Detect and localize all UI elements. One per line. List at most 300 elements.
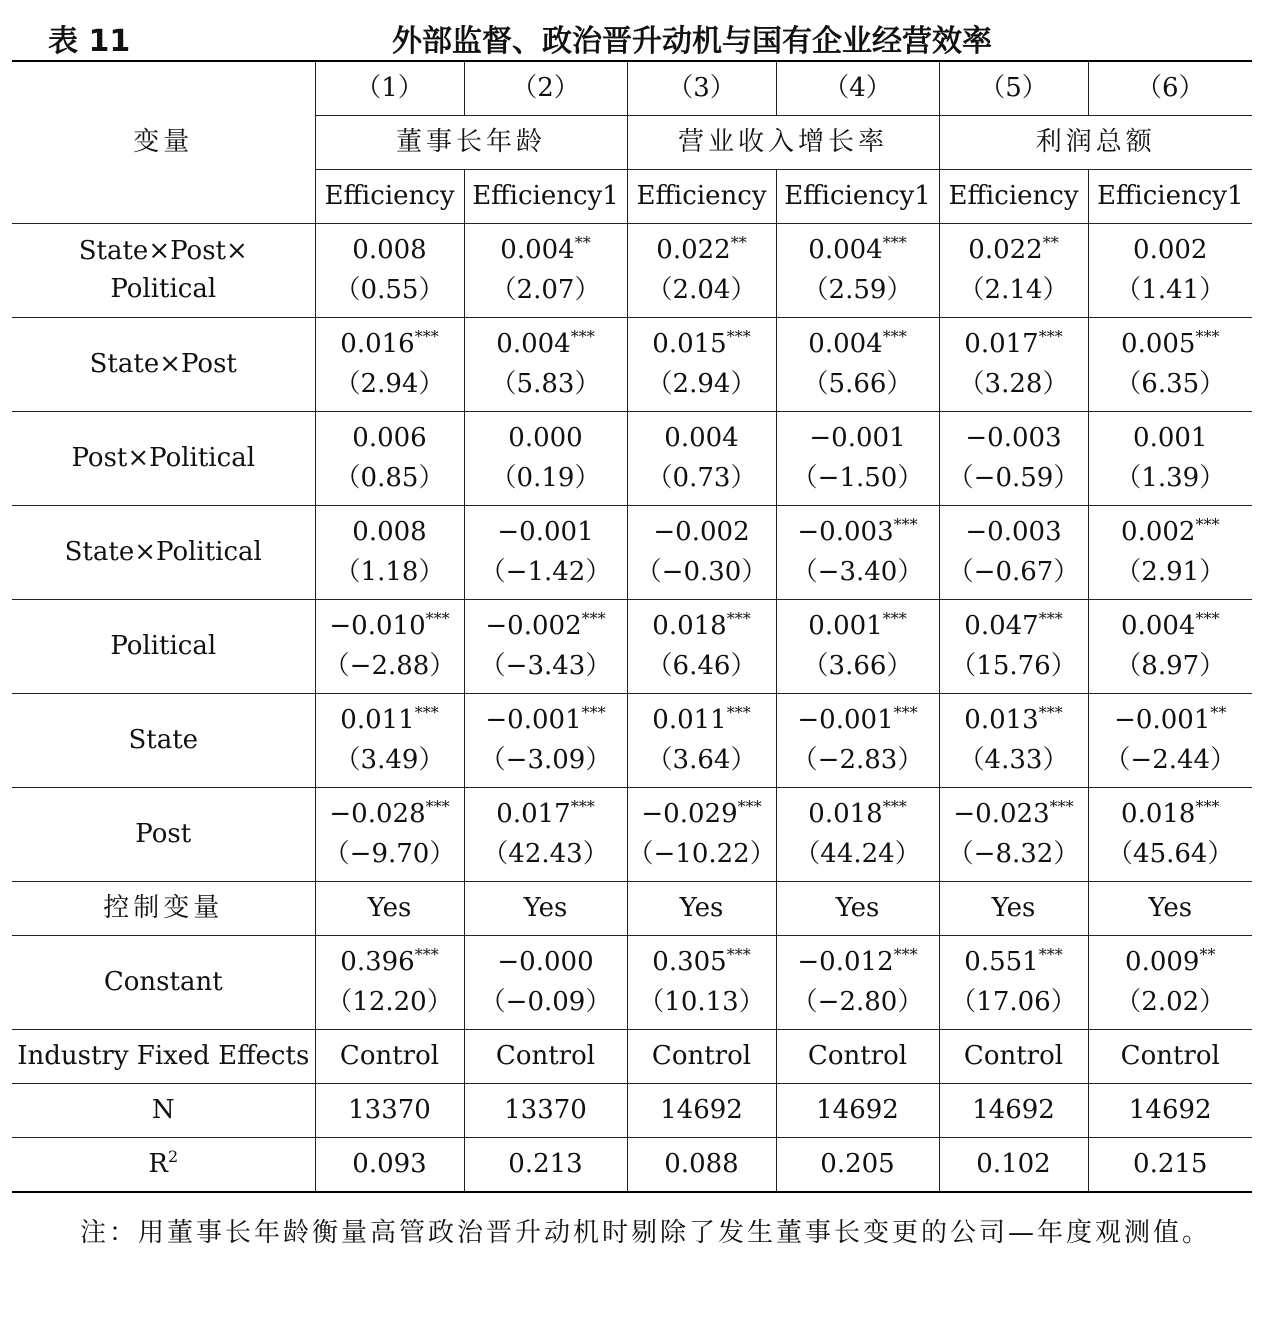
table-note: 注：用董事长年龄衡量高管政治晋升动机时剔除了发生董事长变更的公司—年度观测值。 — [80, 1218, 1212, 1248]
coefficient — [465, 420, 627, 458]
coefficient — [316, 944, 464, 982]
coefficient-value: −0.001 — [809, 422, 906, 453]
significance-stars: *** — [570, 326, 595, 346]
t-statistic: （2.59） — [802, 274, 913, 305]
cell-value: 13370 — [315, 1084, 464, 1138]
t-statistic: （1.41） — [1115, 274, 1226, 305]
coefficient-value: 0.004 — [496, 328, 571, 359]
coefficient-value: −0.023 — [953, 798, 1050, 829]
coef-cell — [1088, 936, 1252, 1030]
significance-stars: *** — [882, 608, 907, 628]
col-number: （4） — [776, 61, 939, 116]
coef-row — [12, 224, 1252, 318]
row-label: N — [12, 1084, 315, 1138]
coef-row — [12, 412, 1252, 506]
coefficient-value: 0.022 — [968, 234, 1043, 265]
coef-cell — [627, 318, 776, 412]
coefficient — [1089, 420, 1253, 458]
coefficient — [940, 796, 1088, 834]
coefficient — [316, 326, 464, 364]
constant-row — [12, 936, 1252, 1030]
t-statistic: （2.91） — [1115, 556, 1226, 587]
r2-superscript: 2 — [167, 1146, 179, 1166]
t-statistic: （8.97） — [1115, 650, 1226, 681]
coefficient-value: 0.008 — [352, 516, 427, 547]
coef-cell — [627, 694, 776, 788]
significance-stars: *** — [726, 608, 751, 628]
coefficient — [316, 232, 464, 270]
coef-cell — [464, 412, 627, 506]
coefficient-value: 0.047 — [964, 610, 1039, 641]
coefficient-value: 0.305 — [652, 946, 727, 977]
industry-fe-row — [12, 1030, 1252, 1084]
col-number: （1） — [315, 61, 464, 116]
coefficient-value: 0.004 — [808, 234, 883, 265]
cell-value: Yes — [315, 882, 464, 936]
significance-stars: ** — [1042, 232, 1059, 252]
t-statistic: （−0.09） — [479, 986, 612, 1017]
coefficient — [628, 514, 776, 552]
coefficient — [940, 326, 1088, 364]
significance-stars: *** — [570, 796, 595, 816]
coefficient-value: 0.551 — [964, 946, 1039, 977]
t-statistic: （45.64） — [1107, 838, 1234, 869]
coef-cell — [776, 224, 939, 318]
coef-cell — [776, 412, 939, 506]
cell-value: Control — [315, 1030, 464, 1084]
t-statistic: （17.06） — [950, 986, 1077, 1017]
significance-stars: *** — [414, 702, 439, 722]
t-statistic: （2.02） — [1115, 986, 1226, 1017]
cell-value: Yes — [939, 882, 1088, 936]
coef-cell — [315, 412, 464, 506]
coef-cell — [776, 788, 939, 882]
table-caption — [12, 10, 1252, 58]
coefficient — [1089, 514, 1253, 552]
coefficient — [628, 944, 776, 982]
coef-cell — [939, 412, 1088, 506]
coefficient-value: −0.002 — [485, 610, 582, 641]
coefficient-value: 0.018 — [652, 610, 727, 641]
dep-var: Efficiency1 — [464, 170, 627, 224]
t-statistic: （3.49） — [334, 744, 445, 775]
cell-value: Control — [939, 1030, 1088, 1084]
variable-header: 变量 — [12, 61, 315, 224]
coefficient-value: −0.001 — [797, 704, 894, 735]
row-label: Industry Fixed Effects — [12, 1030, 315, 1084]
row-label: 控制变量 — [12, 882, 315, 936]
t-statistic: （6.46） — [646, 650, 757, 681]
coefficient-value: 0.004 — [664, 422, 739, 453]
coefficient — [777, 944, 939, 982]
t-statistic: （12.20） — [326, 986, 453, 1017]
coefficient — [316, 420, 464, 458]
coefficient-value: 0.396 — [340, 946, 415, 977]
coef-cell — [464, 318, 627, 412]
cell-value: 0.215 — [1088, 1138, 1252, 1193]
coef-row — [12, 694, 1252, 788]
coef-cell — [1088, 600, 1252, 694]
coef-cell — [627, 224, 776, 318]
coef-cell — [464, 788, 627, 882]
coefficient — [777, 232, 939, 270]
t-statistic: （−0.30） — [635, 556, 768, 587]
coefficient — [777, 326, 939, 364]
cell-value: Control — [464, 1030, 627, 1084]
t-statistic: （1.39） — [1115, 462, 1226, 493]
significance-stars: *** — [893, 514, 918, 534]
coefficient — [316, 796, 464, 834]
col-number: （2） — [464, 61, 627, 116]
row-label: Political — [12, 600, 315, 694]
cell-value: Yes — [1088, 882, 1252, 936]
column-number-row — [12, 61, 1252, 116]
coef-cell — [627, 788, 776, 882]
coefficient-value: 0.000 — [508, 422, 583, 453]
coefficient-value: −0.029 — [641, 798, 738, 829]
coef-cell — [315, 600, 464, 694]
table-title: 外部监督、政治晋升动机与国有企业经营效率 — [392, 24, 992, 59]
coef-cell — [1088, 506, 1252, 600]
significance-stars: ** — [1210, 702, 1227, 722]
col-number: （5） — [939, 61, 1088, 116]
cell-value: 14692 — [1088, 1084, 1252, 1138]
controls-row — [12, 882, 1252, 936]
coefficient — [316, 514, 464, 552]
coefficient-value: 0.022 — [656, 234, 731, 265]
coef-cell — [939, 224, 1088, 318]
coefficient-value: 0.018 — [1121, 798, 1196, 829]
row-label: State — [12, 694, 315, 788]
t-statistic: （42.43） — [482, 838, 609, 869]
t-statistic: （−1.42） — [479, 556, 612, 587]
t-statistic: （5.83） — [490, 368, 601, 399]
cell-value: Yes — [627, 882, 776, 936]
coef-cell — [464, 506, 627, 600]
coef-cell — [776, 936, 939, 1030]
significance-stars: *** — [893, 944, 918, 964]
coef-cell — [464, 224, 627, 318]
coef-cell — [627, 600, 776, 694]
t-statistic: （0.19） — [490, 462, 601, 493]
coef-row — [12, 788, 1252, 882]
t-statistic: （10.13） — [638, 986, 765, 1017]
row-label: State×Post — [12, 318, 315, 412]
coef-cell — [464, 600, 627, 694]
coef-row — [12, 318, 1252, 412]
coef-cell — [776, 318, 939, 412]
coefficient-value: 0.002 — [1133, 234, 1208, 265]
coef-cell — [315, 788, 464, 882]
significance-stars: *** — [425, 796, 450, 816]
cell-value: Yes — [776, 882, 939, 936]
coef-cell — [1088, 412, 1252, 506]
cell-value: 0.213 — [464, 1138, 627, 1193]
n-row — [12, 1084, 1252, 1138]
coefficient-value: −0.028 — [329, 798, 426, 829]
table-number: 表 11 — [48, 24, 131, 59]
significance-stars: *** — [1038, 326, 1063, 346]
dep-var: Efficiency — [315, 170, 464, 224]
coefficient-value: −0.010 — [329, 610, 426, 641]
significance-stars: *** — [414, 944, 439, 964]
coefficient-value: −0.002 — [653, 516, 750, 547]
significance-stars: *** — [737, 796, 762, 816]
coefficient — [940, 944, 1088, 982]
coef-cell — [464, 694, 627, 788]
significance-stars: ** — [1199, 944, 1216, 964]
coefficient-value: −0.012 — [797, 946, 894, 977]
coefficient-value: 0.004 — [808, 328, 883, 359]
t-statistic: （4.33） — [958, 744, 1069, 775]
coefficient-value: 0.004 — [1121, 610, 1196, 641]
group-header: 营业收入增长率 — [627, 116, 939, 170]
row-label: Post — [12, 788, 315, 882]
cell-value: 0.205 — [776, 1138, 939, 1193]
row-label: State×Political — [12, 506, 315, 600]
coefficient — [628, 796, 776, 834]
significance-stars: ** — [730, 232, 747, 252]
coef-cell — [1088, 224, 1252, 318]
t-statistic: （2.07） — [490, 274, 601, 305]
t-statistic: （−9.70） — [323, 838, 456, 869]
significance-stars: *** — [893, 702, 918, 722]
cell-value: Control — [776, 1030, 939, 1084]
cell-value: 14692 — [627, 1084, 776, 1138]
t-statistic: （15.76） — [950, 650, 1077, 681]
coefficient-value: −0.000 — [497, 946, 594, 977]
t-statistic: （1.18） — [334, 556, 445, 587]
t-statistic: （3.64） — [646, 744, 757, 775]
regression-table — [12, 60, 1252, 1193]
coefficient — [628, 232, 776, 270]
coef-cell — [1088, 318, 1252, 412]
t-statistic: （0.85） — [334, 462, 445, 493]
coefficient-value: 0.001 — [1133, 422, 1208, 453]
coef-cell — [776, 694, 939, 788]
coefficient-value: 0.013 — [964, 704, 1039, 735]
coef-cell — [1088, 788, 1252, 882]
coefficient — [1089, 796, 1253, 834]
significance-stars: ** — [574, 232, 591, 252]
cell-value: Yes — [464, 882, 627, 936]
coefficient-value: 0.017 — [496, 798, 571, 829]
t-statistic: （−3.40） — [791, 556, 924, 587]
coef-cell — [315, 694, 464, 788]
coefficient-value: 0.011 — [340, 704, 415, 735]
coefficient — [465, 702, 627, 740]
t-statistic: （−2.80） — [791, 986, 924, 1017]
coefficient-value: −0.001 — [485, 704, 582, 735]
coefficient — [1089, 944, 1253, 982]
coef-cell — [776, 506, 939, 600]
coefficient — [940, 420, 1088, 458]
coefficient — [940, 232, 1088, 270]
t-statistic: （−0.67） — [947, 556, 1080, 587]
coefficient-value: 0.006 — [352, 422, 427, 453]
coef-row — [12, 600, 1252, 694]
significance-stars: *** — [882, 326, 907, 346]
coefficient-value: 0.011 — [652, 704, 727, 735]
coefficient-value: 0.009 — [1125, 946, 1200, 977]
significance-stars: *** — [414, 326, 439, 346]
coefficient-value: −0.003 — [965, 422, 1062, 453]
coefficient — [628, 702, 776, 740]
cell-value: Control — [1088, 1030, 1252, 1084]
r2-row — [12, 1138, 1252, 1193]
coefficient — [940, 514, 1088, 552]
significance-stars: *** — [726, 944, 751, 964]
coefficient — [777, 796, 939, 834]
t-statistic: （5.66） — [802, 368, 913, 399]
coefficient-value: 0.018 — [808, 798, 883, 829]
t-statistic: （−8.32） — [947, 838, 1080, 869]
coefficient-value: −0.003 — [965, 516, 1062, 547]
coef-cell — [464, 936, 627, 1030]
coef-cell — [627, 412, 776, 506]
coef-cell — [315, 936, 464, 1030]
coefficient-value: −0.001 — [497, 516, 594, 547]
coefficient — [465, 796, 627, 834]
coef-cell — [939, 506, 1088, 600]
coefficient — [465, 608, 627, 646]
coefficient — [316, 608, 464, 646]
coefficient — [1089, 702, 1253, 740]
cell-value: Control — [627, 1030, 776, 1084]
coef-cell — [627, 506, 776, 600]
col-number: （3） — [627, 61, 776, 116]
coefficient-value: −0.003 — [797, 516, 894, 547]
coefficient — [628, 608, 776, 646]
constant-body — [12, 936, 1252, 1030]
t-statistic: （6.35） — [1115, 368, 1226, 399]
significance-stars: *** — [882, 796, 907, 816]
coefficient-value: 0.001 — [808, 610, 883, 641]
coefficient — [465, 514, 627, 552]
significance-stars: *** — [581, 608, 606, 628]
t-statistic: （2.14） — [958, 274, 1069, 305]
coefficient — [628, 326, 776, 364]
coef-row — [12, 506, 1252, 600]
t-statistic: （0.55） — [334, 274, 445, 305]
significance-stars: *** — [1195, 514, 1220, 534]
coef-cell — [939, 936, 1088, 1030]
t-statistic: （−2.83） — [791, 744, 924, 775]
col-number: （6） — [1088, 61, 1252, 116]
row-label: State×Post× Political — [12, 224, 315, 318]
coefficient — [316, 702, 464, 740]
significance-stars: *** — [1038, 608, 1063, 628]
t-statistic: （−0.59） — [947, 462, 1080, 493]
coefficient — [1089, 608, 1253, 646]
t-statistic: （−3.43） — [479, 650, 612, 681]
coef-cell — [939, 318, 1088, 412]
significance-stars: *** — [726, 702, 751, 722]
coefficient — [777, 608, 939, 646]
significance-stars: *** — [882, 232, 907, 252]
coef-cell — [1088, 694, 1252, 788]
t-statistic: （2.94） — [646, 368, 757, 399]
coefficient-value: 0.002 — [1121, 516, 1196, 547]
significance-stars: *** — [1195, 326, 1220, 346]
coefficient — [940, 608, 1088, 646]
significance-stars: *** — [1038, 702, 1063, 722]
group-header: 董事长年龄 — [315, 116, 627, 170]
coefficient — [628, 420, 776, 458]
footer-body — [12, 1030, 1252, 1193]
coefficient-value: −0.001 — [1114, 704, 1211, 735]
coefficient-value: 0.004 — [500, 234, 575, 265]
coefficient — [940, 702, 1088, 740]
coef-cell — [939, 600, 1088, 694]
t-statistic: （3.28） — [958, 368, 1069, 399]
dep-var: Efficiency1 — [1088, 170, 1252, 224]
row-label: Constant — [12, 936, 315, 1030]
coefficient — [777, 420, 939, 458]
coefficient-value: 0.008 — [352, 234, 427, 265]
coefficient — [1089, 326, 1253, 364]
significance-stars: *** — [1195, 608, 1220, 628]
coefficient — [1089, 232, 1253, 270]
significance-stars: *** — [1195, 796, 1220, 816]
coefficient-value: 0.016 — [340, 328, 415, 359]
dep-var: Efficiency1 — [776, 170, 939, 224]
row-label — [12, 1138, 315, 1193]
t-statistic: （−1.50） — [791, 462, 924, 493]
coefficient — [777, 702, 939, 740]
coef-cell — [315, 318, 464, 412]
dep-var: Efficiency — [627, 170, 776, 224]
coef-cell — [776, 600, 939, 694]
significance-stars: *** — [726, 326, 751, 346]
t-statistic: （−3.09） — [479, 744, 612, 775]
coefficient — [465, 232, 627, 270]
row-label: Post×Political — [12, 412, 315, 506]
summary-body — [12, 882, 1252, 936]
coefficient-value: 0.017 — [964, 328, 1039, 359]
cell-value: 0.102 — [939, 1138, 1088, 1193]
cell-value: 14692 — [776, 1084, 939, 1138]
t-statistic: （44.24） — [794, 838, 921, 869]
cell-value: 14692 — [939, 1084, 1088, 1138]
t-statistic: （3.66） — [802, 650, 913, 681]
coefficient — [777, 514, 939, 552]
coefficient-value: 0.015 — [652, 328, 727, 359]
coefficient-value: 0.005 — [1121, 328, 1196, 359]
significance-stars: *** — [1049, 796, 1074, 816]
t-statistic: （−2.44） — [1104, 744, 1237, 775]
coef-cell — [315, 224, 464, 318]
coefficient — [465, 326, 627, 364]
coef-cell — [939, 788, 1088, 882]
t-statistic: （0.73） — [646, 462, 757, 493]
significance-stars: *** — [581, 702, 606, 722]
cell-value: 0.093 — [315, 1138, 464, 1193]
cell-value: 0.088 — [627, 1138, 776, 1193]
t-statistic: （2.04） — [646, 274, 757, 305]
group-header: 利润总额 — [939, 116, 1252, 170]
cell-value: 13370 — [464, 1084, 627, 1138]
significance-stars: *** — [1038, 944, 1063, 964]
dep-var: Efficiency — [939, 170, 1088, 224]
coef-cell — [627, 936, 776, 1030]
significance-stars: *** — [425, 608, 450, 628]
t-statistic: （2.94） — [334, 368, 445, 399]
coef-cell — [939, 694, 1088, 788]
coefficient — [465, 944, 627, 982]
t-statistic: （−2.88） — [323, 650, 456, 681]
coef-cell — [315, 506, 464, 600]
